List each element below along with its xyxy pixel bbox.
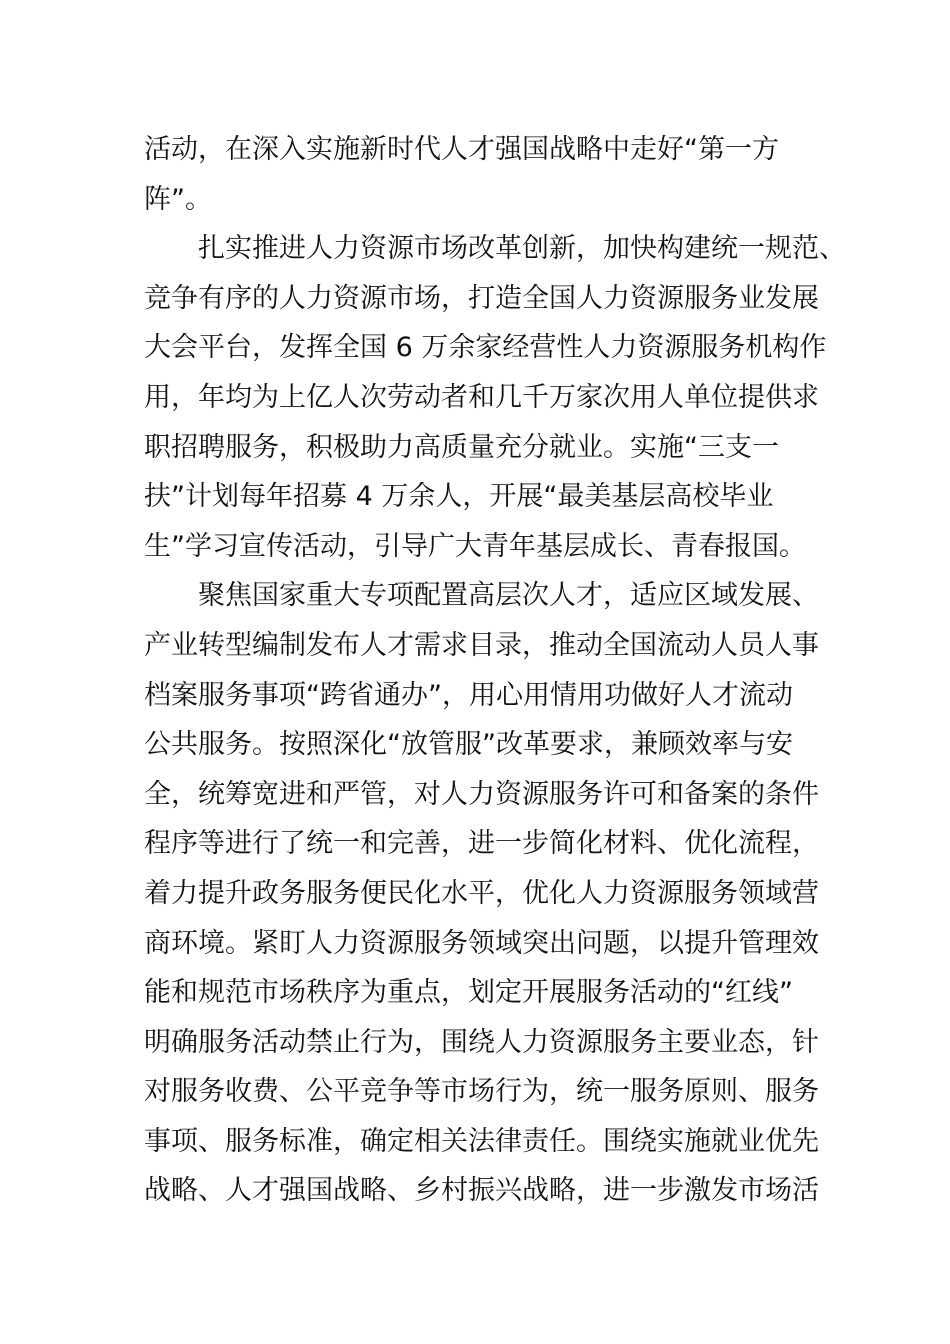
text-line: 档案服务事项“跨省通办”，用心用情用功做好人才流动 [144, 679, 793, 711]
text-line: 程序等进行了统一和完善，进一步简化材料、优化流程， [144, 828, 819, 860]
text-line: 职招聘服务，积极助力高质量充分就业。实施“三支一 [144, 431, 779, 463]
text-line: 聚焦国家重大专项配置高层次人才，适应区域发展、 [144, 580, 819, 612]
text-line: 商环境。紧盯人力资源服务领域突出问题，以提升管理效 [144, 927, 819, 959]
text-line: 能和规范市场秩序为重点，划定开展服务活动的“红线” [144, 977, 793, 1009]
text-line: 产业转型编制发布人才需求目录，推动全国流动人员人事 [144, 629, 819, 661]
text-line: 大会平台，发挥全国 6 万余家经营性人力资源服务机构作 [144, 332, 827, 364]
text-line: 对服务收费、公平竞争等市场行为，统一服务原则、服务 [144, 1076, 819, 1108]
text-line: 阵”。 [144, 183, 212, 215]
text-line: 扶”计划每年招募 4 万余人，开展“最美基层高校毕业 [144, 481, 774, 513]
text-line: 生”学习宣传活动，引导广大青年基层成长、青春报国。 [144, 530, 806, 562]
body-text [144, 125, 846, 1216]
text-line: 竞争有序的人力资源市场，打造全国人力资源服务业发展 [144, 282, 819, 314]
text-line: 活动，在深入实施新时代人才强国战略中走好“第一方 [144, 134, 779, 165]
text-line: 事项、服务标准，确定相关法律责任。围绕实施就业优先 [144, 1125, 819, 1157]
text-line: 公共服务。按照深化“放管服”改革要求，兼顾效率与安 [144, 729, 793, 761]
text-line: 全，统筹宽进和严管，对人力资源服务许可和备案的条件 [144, 778, 819, 810]
text-line: 明确服务活动禁止行为，围绕人力资源服务主要业态，针 [144, 1026, 819, 1058]
text-line: 扎实推进人力资源市场改革创新，加快构建统一规范、 [144, 233, 846, 265]
text-line: 战略、人才强国战略、乡村振兴战略，进一步激发市场活 [144, 1175, 819, 1207]
text-line: 用，年均为上亿人次劳动者和几千万家次用人单位提供求 [144, 381, 819, 413]
text-line: 着力提升政务服务便民化水平，优化人力资源服务领域营 [144, 877, 819, 909]
